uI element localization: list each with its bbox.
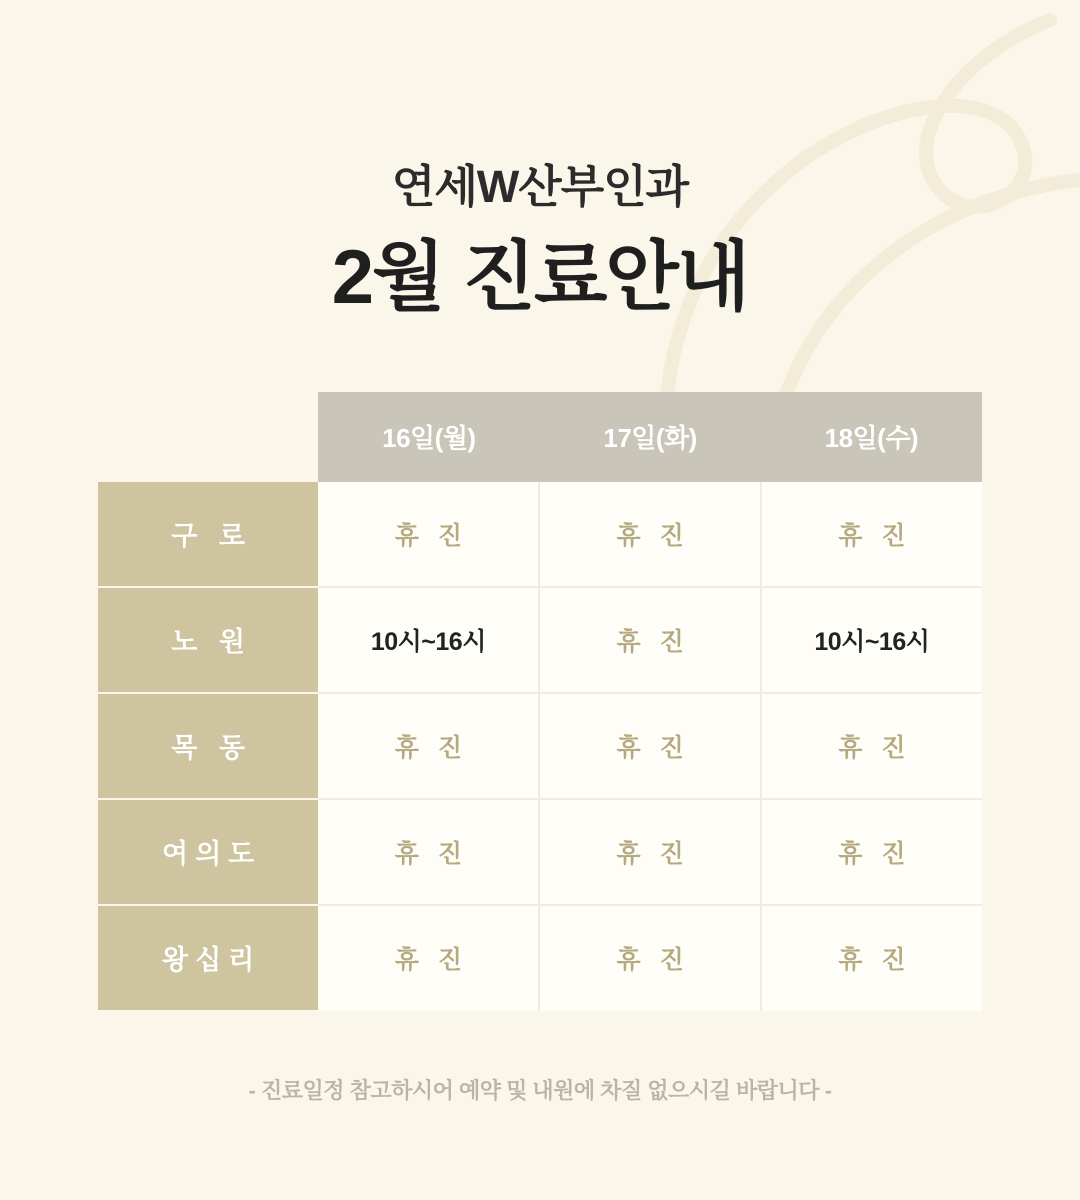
schedule-cell-r3c1 <box>318 693 539 799</box>
table-row <box>98 693 982 799</box>
clinic-name: 연세W산부인과 <box>391 161 689 212</box>
schedule-cell-r5c2 <box>539 905 760 1011</box>
column-header-day-3: 18일(수) <box>761 392 982 482</box>
schedule-cell-r2c3 <box>761 587 982 693</box>
column-header-day-1: 16일(월) <box>318 392 539 482</box>
table-body <box>98 482 982 1011</box>
status-hours: 10시~16시 <box>814 627 930 656</box>
status-off: 휴 진 <box>616 521 690 550</box>
table-row <box>98 482 982 587</box>
status-off: 휴 진 <box>394 733 468 762</box>
schedule-table <box>98 392 982 1012</box>
schedule-cell-r3c2 <box>539 693 760 799</box>
schedule-cell-r1c1 <box>318 482 539 587</box>
schedule-cell-r2c2 <box>539 587 760 693</box>
schedule-cell-r1c2 <box>539 482 760 587</box>
table-row <box>98 587 982 693</box>
status-off: 휴 진 <box>616 733 690 762</box>
schedule-cell-r1c3 <box>761 482 982 587</box>
status-off: 휴 진 <box>838 946 912 975</box>
table-head <box>98 392 982 482</box>
schedule-cell-r2c1 <box>318 587 539 693</box>
poster-header <box>0 160 1080 320</box>
page-title: 2월 진료안내 <box>331 235 749 320</box>
status-off: 휴 진 <box>394 839 468 868</box>
status-off: 휴 진 <box>838 733 912 762</box>
status-off: 휴 진 <box>616 946 690 975</box>
schedule-cell-r3c3 <box>761 693 982 799</box>
status-off: 휴 진 <box>394 946 468 975</box>
row-header-branch-2: 노 원 <box>98 587 318 693</box>
schedule-cell-r4c2 <box>539 799 760 905</box>
schedule-cell-r5c1 <box>318 905 539 1011</box>
status-hours: 10시~16시 <box>370 627 486 656</box>
row-header-branch-1: 구 로 <box>98 482 318 587</box>
status-off: 휴 진 <box>838 521 912 550</box>
column-header-day-2: 17일(화) <box>539 392 760 482</box>
schedule-cell-r4c3 <box>761 799 982 905</box>
table-header-row <box>98 392 982 482</box>
schedule-section <box>98 392 982 1012</box>
status-off: 휴 진 <box>394 521 468 550</box>
schedule-cell-r5c3 <box>761 905 982 1011</box>
table-corner-cell <box>98 392 318 482</box>
status-off: 휴 진 <box>838 839 912 868</box>
table-row <box>98 799 982 905</box>
status-off: 휴 진 <box>616 627 690 656</box>
status-off: 휴 진 <box>616 839 690 868</box>
row-header-branch-4: 여의도 <box>98 799 318 905</box>
footnote: - 진료일정 참고하시어 예약 및 내원에 차질 없으시길 바랍니다 - <box>248 1077 832 1103</box>
table-row <box>98 905 982 1011</box>
schedule-cell-r4c1 <box>318 799 539 905</box>
row-header-branch-5: 왕십리 <box>98 905 318 1011</box>
row-header-branch-3: 목 동 <box>98 693 318 799</box>
